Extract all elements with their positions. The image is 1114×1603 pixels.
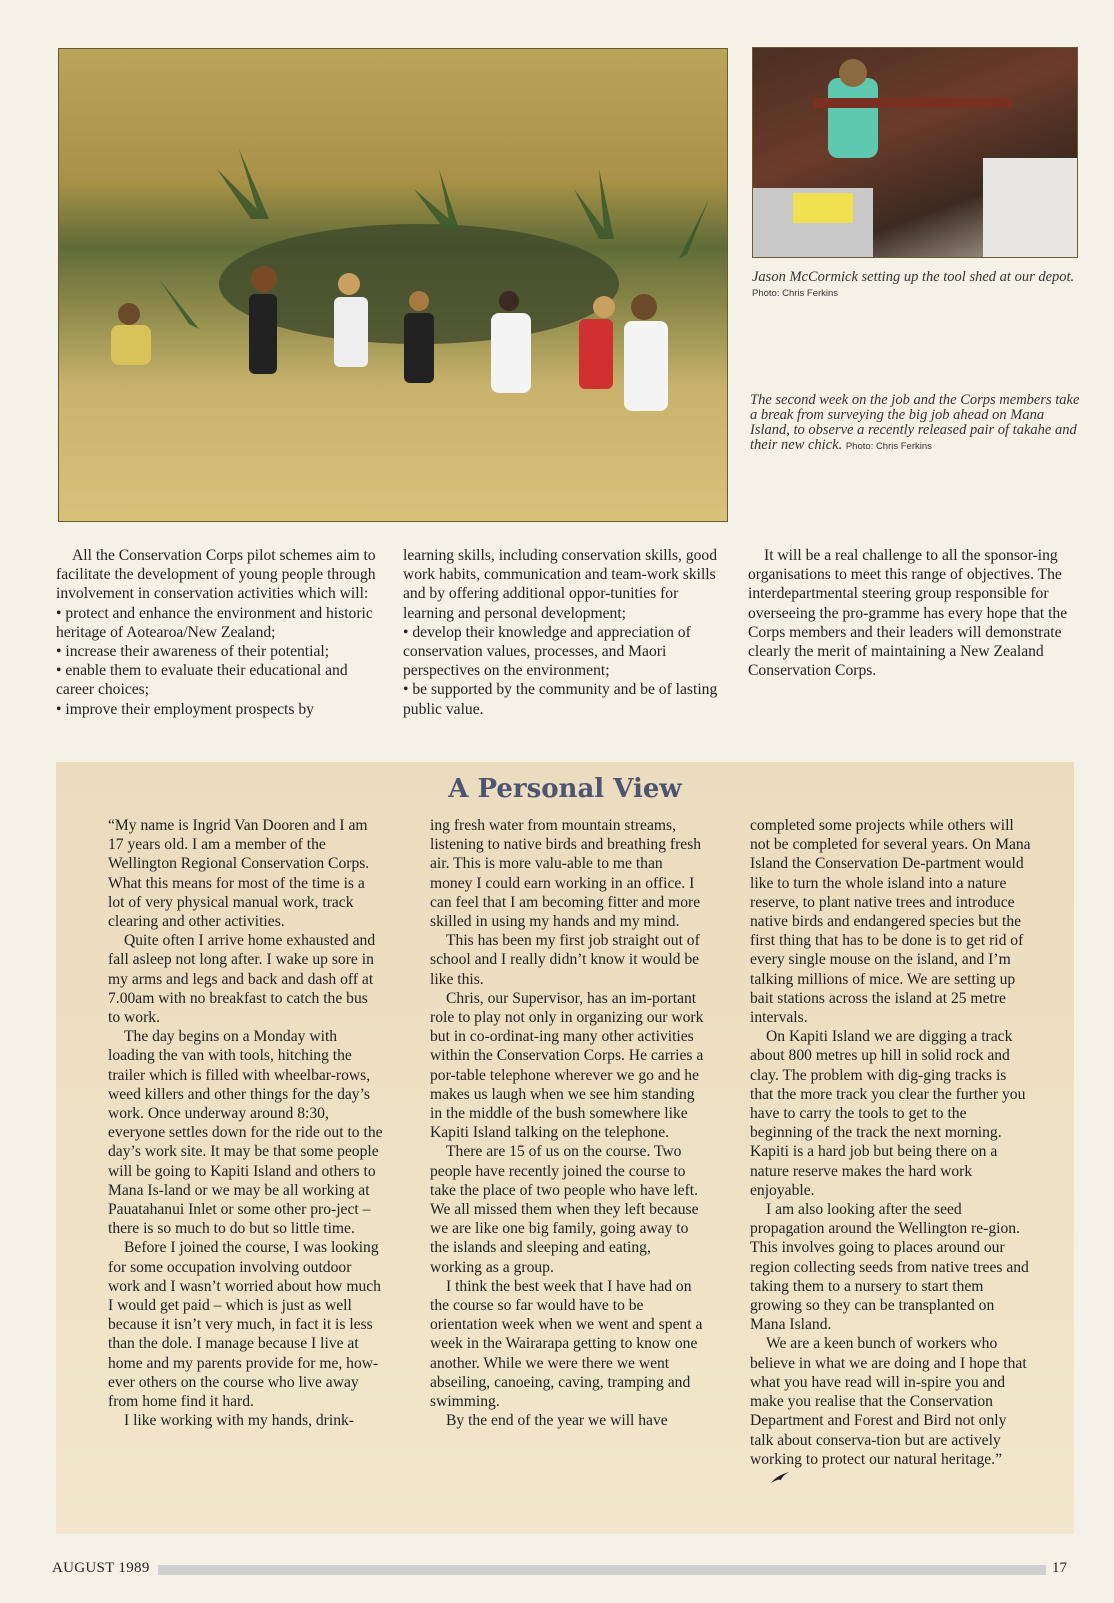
personal-view-column-1 xyxy=(108,816,383,1431)
group-walking-illustration xyxy=(59,49,727,521)
footer-rule xyxy=(158,1565,1046,1575)
bird-end-mark-icon xyxy=(754,1471,790,1490)
survey-photo-caption xyxy=(750,393,1080,454)
issue-date: AUGUST 1989 xyxy=(52,1560,150,1576)
pv-paragraph: Chris, our Supervisor, has an im-portant role to play not only in organizing our work but in co-ordinat-ing many other activities within the Conservation Corps. He carries a por-table telephone wherever we go and he makes us laugh when we see him standing in the middle of the bush somewhere like Kapiti Island talking on the telephone. xyxy=(430,989,704,1142)
pv-paragraph: I think the best week that I have had on the course so far would have to be orientation week when we went and spent a week in the Wairarapa getting to know one another. While we were there we went abseiling, canoeing, caving, tramping and swimming. xyxy=(430,1277,703,1411)
survey-caption-text: The second week on the job and the Corps members take a break from surveying the big job ahead on Mana Island, to observe a recently released pair of takahe and their new chick. xyxy=(750,392,1080,453)
pv-closing-text: We are a keen bunch of workers who believe in what we are doing and I hope that what you have read will in-spire you and make you realise that the Conservation Department and Forest and Bird not only talk about conserva-tion but are actively working to protect our natural heritage.” xyxy=(750,1335,1027,1468)
personal-view-column-2 xyxy=(430,816,705,1431)
objective-bullet: • improve their employment prospects by xyxy=(56,700,381,719)
pv-paragraph-closing xyxy=(750,1334,1032,1490)
pv-paragraph: This has been my first job straight out of school and I really didn’t know it would be like this. xyxy=(430,932,700,988)
page-number: 17 xyxy=(1052,1560,1067,1576)
intro-column-1 xyxy=(56,546,381,719)
pv-paragraph: Before I joined the course, I was looking for some occupation involving outdoor work and I wasn’t worried about how much I would get paid – which is just as well because it isn’t very much, in fact it is less than the dole. I manage because I live at home and my parents provide for me, how-ever others on the course who live away from home find it hard. xyxy=(108,1239,381,1411)
pv-paragraph: By the end of the year we will have xyxy=(446,1412,668,1430)
pv-paragraph: I like working with my hands, drink- xyxy=(124,1412,354,1430)
pv-paragraph: On Kapiti Island we are digging a track about 800 metres up hill in solid rock and clay. The problem with dig-ging tracks is that the more track you clear the further you have to carry the tools to get to the beginning of the track the next morning. Kapiti is a hard job but being there on a nature reserve makes the hard work enjoyable. xyxy=(750,1028,1026,1199)
intro-column-3 xyxy=(748,546,1078,680)
objective-continuation: learning skills, including conservation skills, good work habits, communication and team-work skills and by offering additional oppor-tunities for learning and personal development; xyxy=(403,547,718,622)
shed-caption-credit: Photo: Chris Ferkins xyxy=(752,288,839,299)
pv-paragraph: “My name is Ingrid Van Dooren and I am 17 years old. I am a member of the Wellington Regional Conservation Corps. What this means for most of the time is a lot of very physical manual work, track clearing and other activities. xyxy=(108,817,370,931)
personal-view-box xyxy=(56,762,1074,1534)
pv-paragraph: The day begins on a Monday with loading the van with tools, hitching the trailer which is filled with wheelbar-rows, weed killers and other things for the day’s work. Once underway around 8:30, everyone settles down for the ride out to the day’s work site. It may be that some people will be going to Kapiti Island and others to Mana Is-land or we may be all working at Pauatahanui Inlet or some other pro-ject – there is so much to do but so little time. xyxy=(108,1028,383,1238)
challenge-paragraph: It will be a real challenge to all the sponsor-ing organisations to meet this range of objectives. The interdepartmental steering group responsible for overseeing the pro-gramme has every hope that the Corps members and their leaders will demonstrate clearly the merit of maintaining a New Zealand Conservation Corps. xyxy=(748,547,1068,680)
pv-paragraph: ing fresh water from mountain streams, listening to native birds and breathing fresh air. This is more valu-able to me than money I could earn working in an office. I can feel that I am becoming fitter and more skilled in using my hands and my mind. xyxy=(430,817,702,931)
group-walking-photo xyxy=(58,48,728,522)
shed-caption-text: Jason McCormick setting up the tool shed at our depot. xyxy=(752,269,1075,285)
pv-paragraph: There are 15 of us on the course. Two people have recently joined the course to take the place of two people who have left. We all missed them when they left because we are like one big family, going away to the islands and sleeping and eating, working as a group. xyxy=(430,1143,699,1276)
personal-view-title: A Personal View xyxy=(448,774,682,804)
objective-bullet: • develop their knowledge and appreciation of conservation values, processes, and Maori perspectives on the environment; xyxy=(403,623,728,681)
pv-paragraph: Quite often I arrive home exhausted and fall asleep not long after. I wake up sore in my arms and legs and back and dash off at 7.00am with no breakfast to catch the bus to work. xyxy=(108,932,376,1027)
tool-shed-photo xyxy=(752,47,1078,258)
shed-photo-caption xyxy=(752,270,1082,301)
intro-paragraph: All the Conservation Corps pilot schemes aim to facilitate the development of young people through involvement in conservation activities which will: xyxy=(56,547,376,603)
intro-column-2 xyxy=(403,546,728,719)
tool-shed-illustration xyxy=(753,48,1077,257)
personal-view-column-3 xyxy=(750,816,1032,1490)
pv-paragraph: I am also looking after the seed propagation around the Wellington re-gion. This involves going to places around our region collecting seeds from native trees and taking them to a nursery to start them growing so they can be transplanted on Mana Island. xyxy=(750,1201,1029,1334)
objective-bullet: • be supported by the community and be of lasting public value. xyxy=(403,680,728,718)
objective-bullet: • protect and enhance the environment and historic heritage of Aotearoa/New Zealand; xyxy=(56,604,381,642)
objective-bullet: • enable them to evaluate their educational and career choices; xyxy=(56,661,381,699)
objective-bullet: • increase their awareness of their potential; xyxy=(56,642,381,661)
survey-caption-credit: Photo: Chris Ferkins xyxy=(845,441,932,452)
pv-paragraph: completed some projects while others will not be completed for several years. On Mana Island the Conservation De-partment would like to turn the whole island into a nature reserve, to plant native trees and introduce native birds and endangered species but the first thing that has to be done is to get rid of every single mouse on the island, and I’m talking millions of mice. We are setting up bait stations across the island at 25 metre intervals. xyxy=(750,817,1031,1027)
